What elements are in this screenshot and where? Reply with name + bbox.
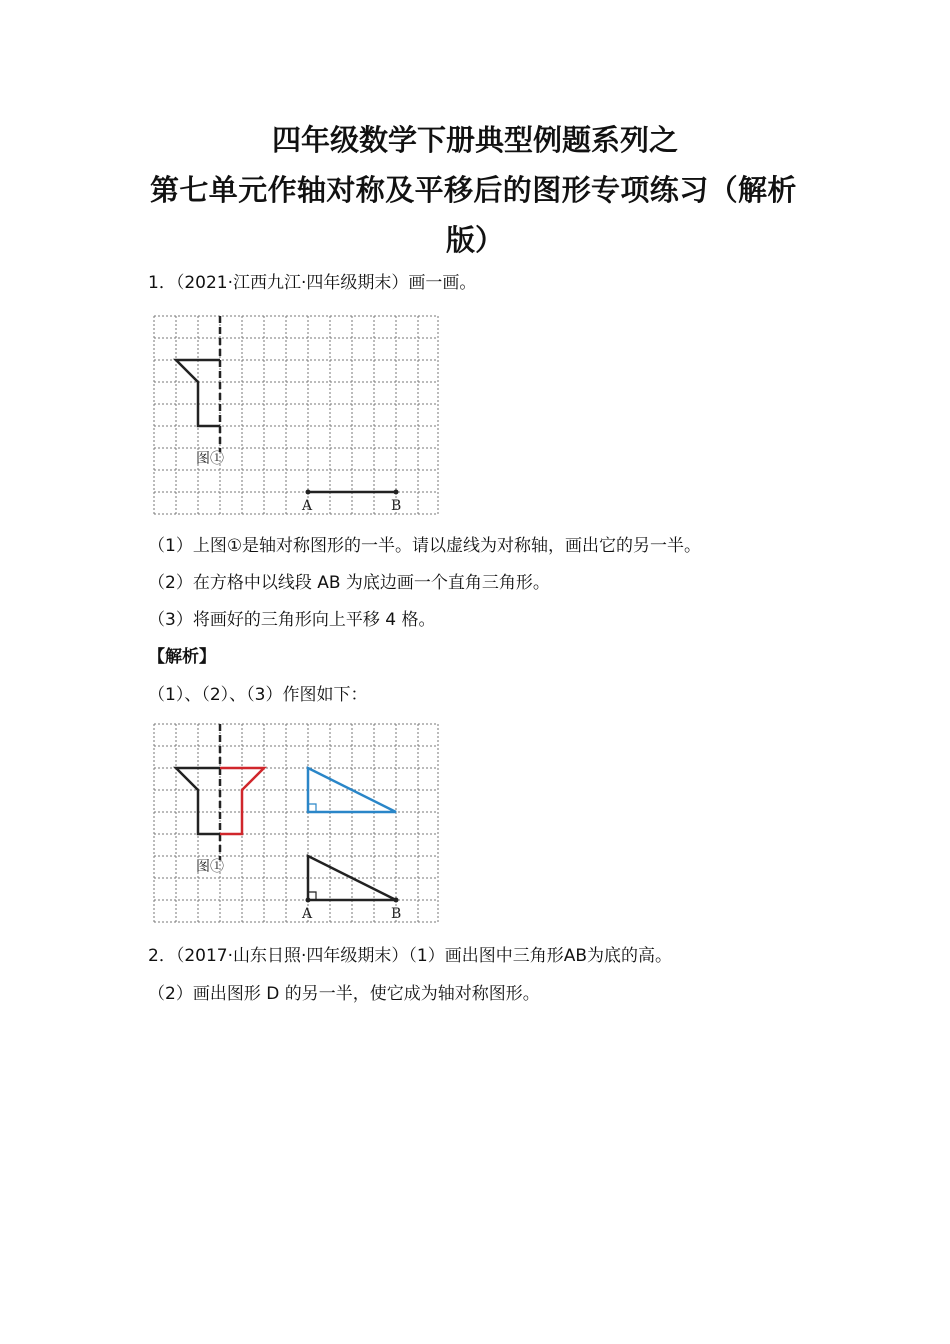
point-b-dot — [394, 898, 399, 903]
q2-stem: 2．（2017·山东日照·四年级期末）（1）画出图中三角形AB为底的高。 — [148, 946, 672, 966]
q1-sub2: （2）在方格中以线段 AB 为底边画一个直角三角形。 — [148, 573, 550, 593]
point-b-label: B — [391, 498, 402, 514]
point-a-label: A — [302, 498, 313, 514]
figure1-label: 图① — [196, 859, 224, 875]
q2-sub2: （2）画出图形 D 的另一半，使它成为轴对称图形。 — [148, 984, 540, 1004]
q1-sub1: （1）上图①是轴对称图形的一半。请以虚线为对称轴，画出它的另一半。 — [148, 536, 702, 556]
doc-title-line2: 第七单元作轴对称及平移后的图形专项练习（解析 — [150, 173, 797, 207]
analysis-header: 【解析】 — [148, 647, 216, 667]
analysis-text: （1）、（2）、（3）作图如下： — [148, 685, 368, 705]
q1-answer-grid — [150, 720, 442, 926]
q1-stem: 1．（2021·江西九江·四年级期末）画一画。 — [148, 273, 477, 293]
figure1-label: 图① — [196, 451, 224, 467]
doc-title-line1: 四年级数学下册典型例题系列之 — [271, 123, 678, 157]
grid-lines — [154, 724, 438, 922]
point-a-dot — [306, 490, 311, 495]
q1-question-grid — [150, 312, 442, 518]
point-a-label: A — [302, 906, 313, 922]
doc-title-line3: 版） — [445, 223, 504, 257]
grid-lines — [154, 316, 438, 514]
point-b-dot — [394, 490, 399, 495]
point-a-dot — [306, 898, 311, 903]
q1-sub3: （3）将画好的三角形向上平移 4 格。 — [148, 610, 436, 630]
point-b-label: B — [391, 906, 402, 922]
